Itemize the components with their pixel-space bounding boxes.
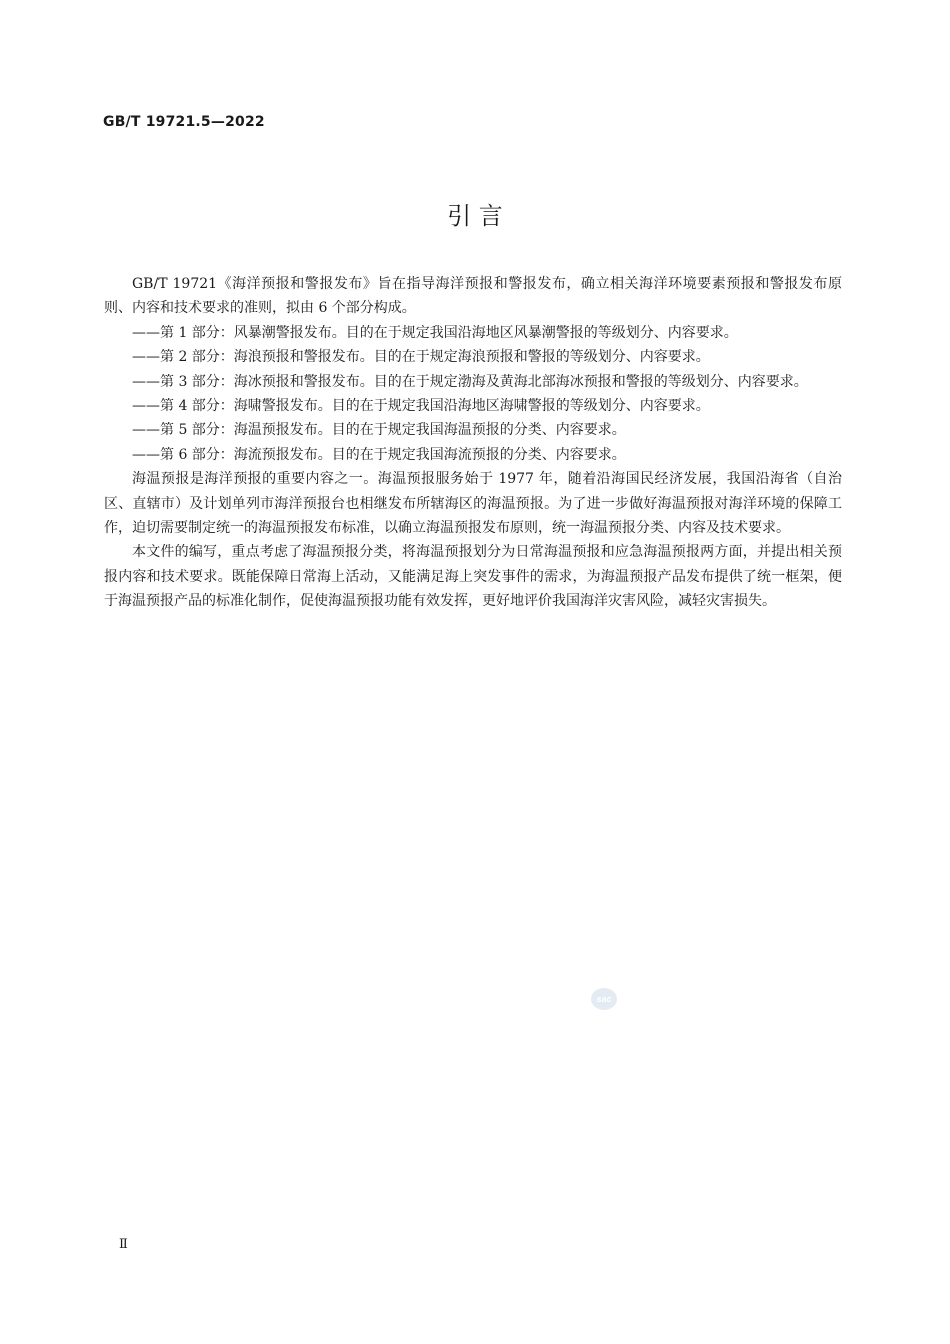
page-number: Ⅱ [119, 1237, 128, 1252]
sac-watermark-logo [590, 987, 618, 1011]
part-item-6: ——第 6 部分：海流预报发布。目的在于规定我国海流预报的分类、内容要求。 [132, 446, 626, 463]
page-title: 引 言 [447, 202, 503, 230]
part-item-3: ——第 3 部分：海冰预报和警报发布。目的在于规定渤海及黄海北部海冰预报和警报的等级划分、内容要求。 [132, 373, 808, 390]
document-body [104, 272, 842, 614]
background-paragraph: 海温预报是海洋预报的重要内容之一。海温预报服务始于 1977 年，随着沿海国民经济发展，我国沿海省（自治区、直辖市）及计划单列市海洋预报台也相继发布所辖海区的海温预报。为了进一步做好海温预报对海洋环境的保障工作，迫切需要制定统一的海温预报发布标准，以确立海温预报发布原则，统一海温预报分类、内容及技术要求。 [104, 471, 842, 537]
part-item-2: ——第 2 部分：海浪预报和警报发布。目的在于规定海浪预报和警报的等级划分、内容要求。 [132, 349, 710, 366]
standard-code: GB/T 19721.5—2022 [103, 114, 265, 130]
intro-paragraph: GB/T 19721《海洋预报和警报发布》旨在指导海洋预报和警报发布，确立相关海洋环境要素预报和警报发布原则、内容和技术要求的准则，拟由 6 个部分构成。 [104, 276, 842, 317]
purpose-paragraph: 本文件的编写，重点考虑了海温预报分类，将海温预报划分为日常海温预报和应急海温预报两方面，并提出相关预报内容和技术要求。既能保障日常海上活动，又能满足海上突发事件的需求，为海温预报产品发布提供了统一框架，便于海温预报产品的标准化制作，促使海温预报功能有效发挥，更好地评价我国海洋灾害风险，减轻灾害损失。 [104, 544, 842, 610]
part-item-4: ——第 4 部分：海啸警报发布。目的在于规定我国沿海地区海啸警报的等级划分、内容要求。 [132, 398, 710, 415]
part-item-5: ——第 5 部分：海温预报发布。目的在于规定我国海温预报的分类、内容要求。 [132, 422, 626, 439]
svg-text:sac: sac [596, 994, 612, 1004]
part-item-1: ——第 1 部分：风暴潮警报发布。目的在于规定我国沿海地区风暴潮警报的等级划分、内容要求。 [132, 324, 738, 341]
